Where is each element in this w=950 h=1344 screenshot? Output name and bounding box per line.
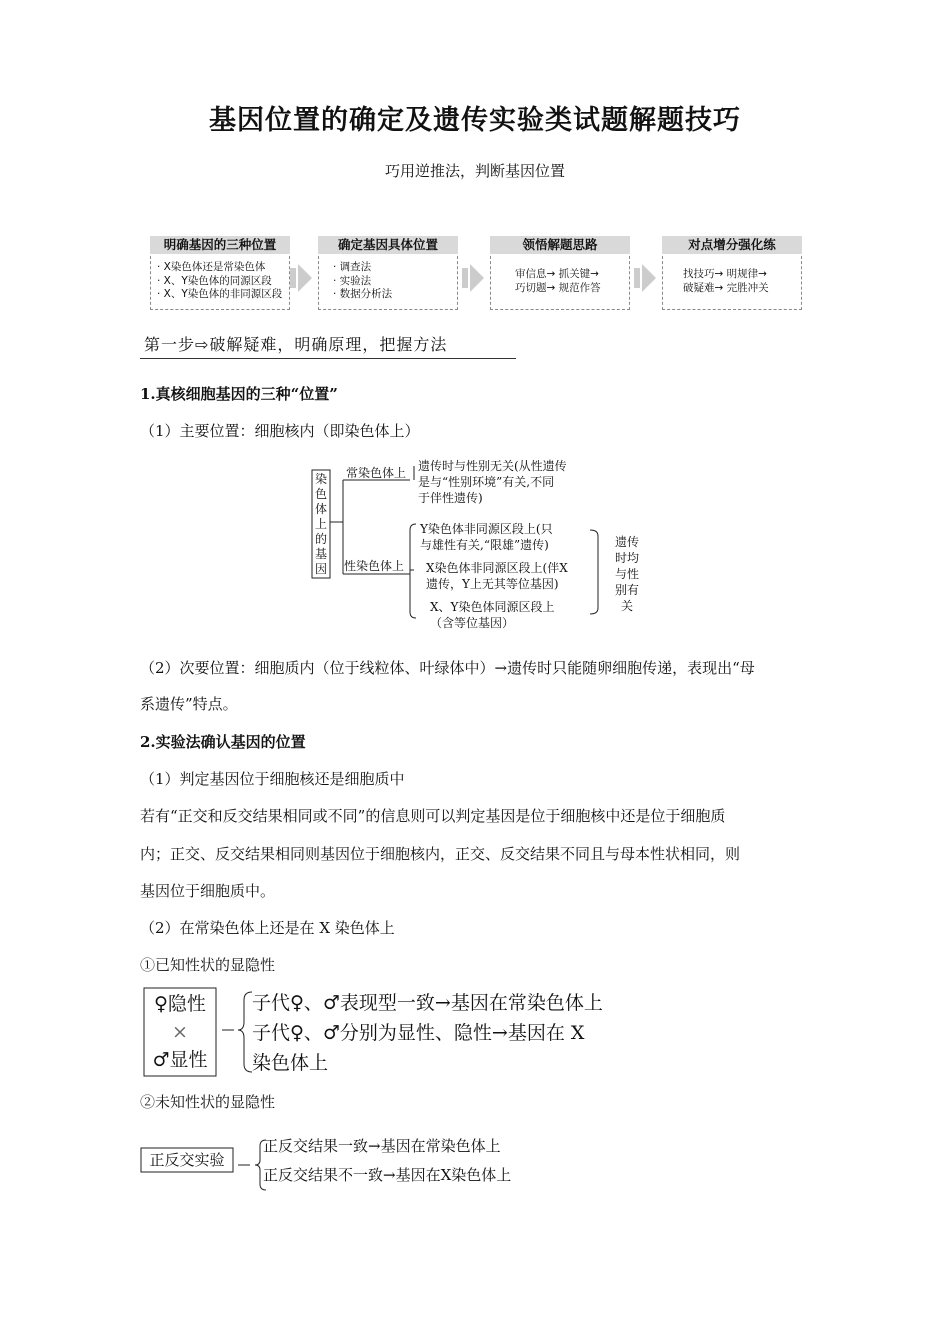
- page-subtitle: 巧用逆推法，判断基因位置: [384, 162, 565, 180]
- parent-cross-box: [146, 990, 214, 1074]
- section-2-p2-line2: 内；正交、反交结果相同则基因位于细胞核内，正交、反交结果不同且与母本性状相同，则: [140, 845, 741, 863]
- male-dominant-label: ♂显性: [152, 1049, 208, 1071]
- diagram-sex-chromosome-label: 性染色体上: [344, 559, 405, 573]
- flow-step-line: · 实验法: [333, 274, 372, 287]
- diagram-root-char: 因: [314, 562, 327, 576]
- section-2-p2-line1: 若有“正交和反交结果相同或不同”的信息则可以判定基因是位于细胞核中还是位于细胞质: [140, 807, 726, 825]
- diagram-text-line: 遗传时与性别无关(从性遗传: [418, 459, 567, 473]
- flow-step-head: 领悟解题思路: [490, 236, 630, 254]
- diagram-text-line: 遗传，Y上无其等位基因): [426, 577, 559, 591]
- diagram-root-char: 染: [314, 472, 327, 486]
- diagram-text-line: 时均: [614, 551, 639, 565]
- diagram-text-line: （含等位基因）: [430, 616, 515, 630]
- section-1-p1: （1）主要位置：细胞核内（即染色体上）: [140, 422, 420, 440]
- flow-step-line: 破疑难→ 完胜冲关: [683, 281, 769, 294]
- diagram-text-line: 于伴性遗传): [418, 491, 483, 505]
- reciprocal-result-1: 正反交结果一致→基因在常染色体上: [263, 1137, 501, 1155]
- flow-step-line: 巧切题→ 规范作答: [515, 281, 601, 294]
- diagram-root-char: 的: [314, 532, 327, 546]
- diagram-autosome-label: 常染色体上: [346, 466, 407, 480]
- diagram-root-char: 基: [314, 547, 327, 561]
- unknown-dominance-heading: ②未知性状的显隐性: [140, 1093, 276, 1111]
- diagram-text-line: X染色体非同源区段上(伴X: [426, 561, 568, 575]
- flow-step-line: · X、Y染色体的同源区段: [157, 274, 272, 287]
- flow-step-head: 对点增分强化练: [662, 236, 802, 254]
- diagram-text-line: 与雄性有关,“限雄”遗传): [420, 538, 549, 552]
- diagram-root-char: 上: [314, 517, 327, 531]
- diagram-root-char: 色: [314, 487, 327, 501]
- section-1-p2-line2: 系遗传”特点。: [140, 695, 238, 713]
- flow-step-head: 确定基因具体位置: [318, 236, 458, 254]
- section-2-p1: （1）判定基因位于细胞核还是细胞质中: [140, 770, 405, 788]
- section-2-p3: （2）在常染色体上还是在 X 染色体上: [140, 919, 395, 937]
- step-bar-title: 第一步⇨破解疑难，明确原理，把握方法: [144, 335, 448, 354]
- flow-step-line: · 数据分析法: [333, 288, 393, 300]
- cross-result-2: 子代♀、♂分别为显性、隐性→基因在 X: [252, 1022, 585, 1044]
- diagram-text-line: 与性: [614, 567, 639, 581]
- section-1-heading: 1.真核细胞基因的三种“位置”: [140, 385, 338, 403]
- flow-step-line: 审信息→ 抓关键→: [515, 268, 599, 280]
- flow-step-head: 明确基因的三种位置: [150, 236, 290, 254]
- page-title: 基因位置的确定及遗传实验类试题解题技巧: [209, 105, 741, 136]
- reciprocal-cross-box: 正反交实验: [149, 1151, 225, 1169]
- diagram-text-line: 是与“性别环境”有关,不同: [418, 475, 555, 489]
- diagram-text-line: Y染色体非同源区段上(只: [420, 522, 553, 536]
- cross-result-3: 染色体上: [252, 1052, 329, 1074]
- diagram-text-line: 关: [620, 599, 633, 613]
- section-2-heading: 2.实验法确认基因的位置: [140, 733, 306, 751]
- flow-step-line: 找技巧→ 明规律→: [683, 268, 767, 280]
- diagram-text-line: 遗传: [614, 535, 639, 549]
- known-dominance-heading: ①已知性状的显隐性: [140, 956, 276, 974]
- flow-step-line: · 调查法: [333, 261, 372, 273]
- diagram-root-char: 体: [314, 502, 327, 516]
- section-1-p2-line1: （2）次要位置：细胞质内（位于线粒体、叶绿体中）→遗传时只能随卵细胞传递，表现出“母: [140, 659, 755, 677]
- section-2-p2-line3: 基因位于细胞质中。: [140, 882, 276, 900]
- flow-step-line: · X、Y染色体的非同源区段: [157, 288, 283, 300]
- female-recessive-label: ♀隐性: [154, 993, 206, 1015]
- cross-result-1: 子代♀、♂表现型一致→基因在常染色体上: [252, 992, 603, 1014]
- reciprocal-result-2: 正反交结果不一致→基因在X染色体上: [263, 1166, 512, 1184]
- flow-step-line: · X染色体还是常染色体: [157, 261, 266, 273]
- diagram-text-line: 别有: [614, 583, 639, 597]
- cross-times-icon: ×: [172, 1021, 188, 1043]
- reciprocal-results: [263, 1132, 583, 1190]
- diagram-text-line: X、Y染色体同源区段上: [430, 600, 555, 614]
- cross-results: [252, 988, 652, 1078]
